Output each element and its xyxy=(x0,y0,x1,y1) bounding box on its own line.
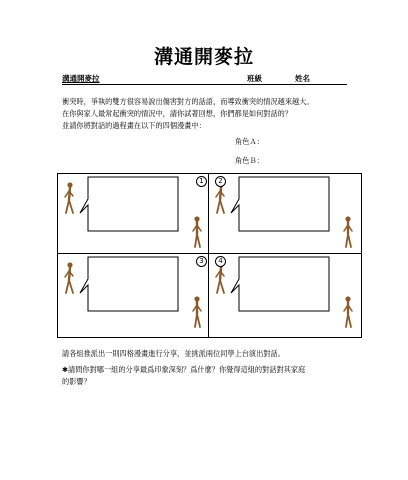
role-a-label: 角色Ａ： xyxy=(235,137,264,146)
comic-panel-4 xyxy=(209,254,359,333)
footer-instruction: 請各組推派出一則四格漫畫進行分享，並挑派兩位同學上台演出對話。 xyxy=(62,349,285,358)
name-label: 姓名 xyxy=(295,74,310,83)
comic-panel-1 xyxy=(58,174,208,253)
intro-line-3: 並請你將對話的過程畫在以下的四個漫畫中： xyxy=(62,121,206,130)
intro-line-1: 衝突時，爭執的雙方很容易說出傷害對方的話語，而導致衝突的情況越來越大。 xyxy=(62,97,314,106)
worksheet-label: 溝通開麥拉 xyxy=(62,74,100,83)
person-walking-icon xyxy=(63,182,75,220)
speech-bubble-icon xyxy=(229,175,331,237)
panel-number: 1 xyxy=(196,176,207,187)
speech-bubble-icon xyxy=(78,255,180,317)
intro-line-2: 在你與家人最常起衝突的情況中，請你試著回想，你們都是如何對話的？ xyxy=(62,109,293,118)
person-standing-icon xyxy=(342,296,354,334)
intro-paragraph xyxy=(62,96,362,132)
person-walking-icon xyxy=(214,262,226,300)
comic-panel-3 xyxy=(58,254,208,333)
footer-question-line-2: 的影響？ xyxy=(62,377,91,386)
speech-bubble-icon xyxy=(229,255,331,317)
person-standing-icon xyxy=(342,216,354,254)
page-title: 溝通開麥拉 xyxy=(153,46,254,68)
person-standing-icon xyxy=(191,216,203,254)
footer-question-line-1: ✱請問你對哪一組的分享最爲印象深刻？爲什麼？你覺得這組的對話對其家庭 xyxy=(62,365,306,374)
person-standing-icon xyxy=(191,296,203,334)
comic-panel-2 xyxy=(209,174,359,253)
footer-question xyxy=(62,364,362,388)
role-b-label: 角色Ｂ： xyxy=(235,156,264,165)
panel-number: 4 xyxy=(215,256,226,267)
person-walking-icon xyxy=(214,182,226,220)
class-label: 班級 xyxy=(247,74,262,83)
person-walking-icon xyxy=(63,262,75,300)
speech-bubble-icon xyxy=(78,175,180,237)
panel-number: 2 xyxy=(215,176,226,187)
panel-number: 3 xyxy=(196,256,207,267)
header-divider xyxy=(62,84,347,85)
